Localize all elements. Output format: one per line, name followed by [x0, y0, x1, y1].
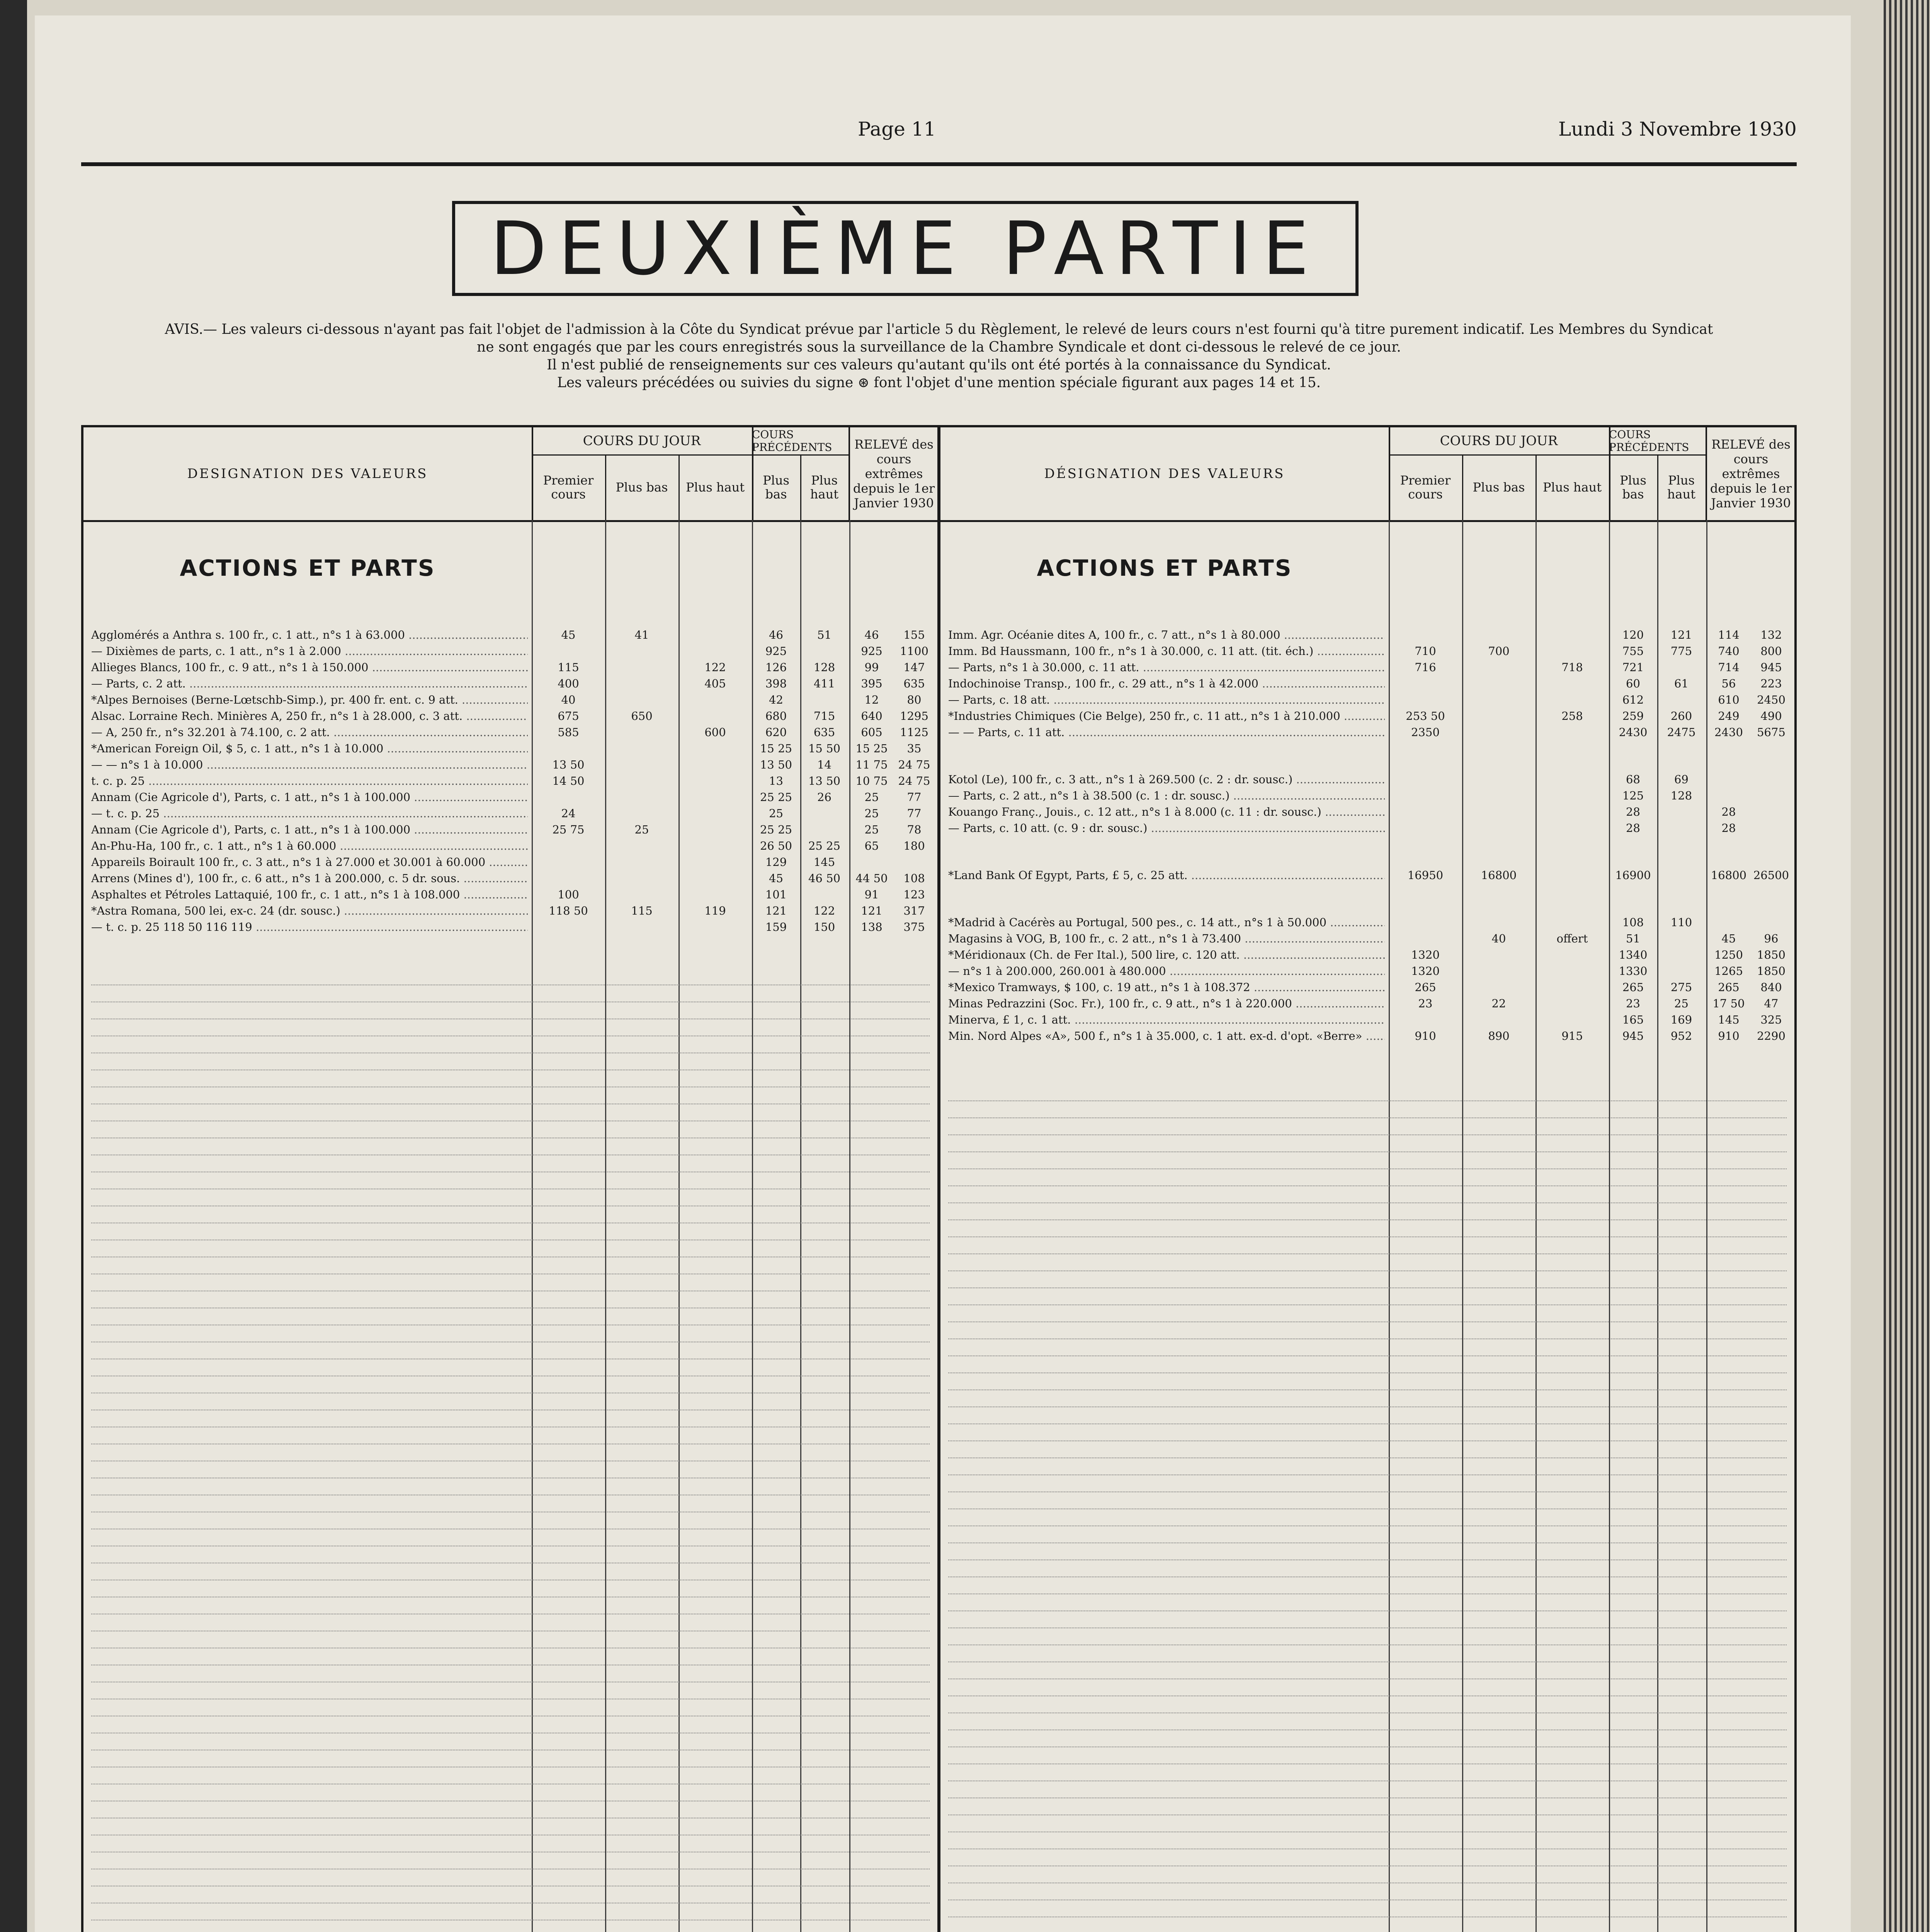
notice-line: Il n'est publié de renseignements sur ces valeurs qu'autant qu'ils ont été portés à la connaissance du Syndicat. — [547, 357, 1331, 373]
dotted-leader-row — [948, 1101, 1787, 1118]
dotted-leader-row — [91, 1070, 930, 1087]
dotted-leader-row — [948, 1203, 1787, 1220]
left-table-half — [83, 427, 937, 1932]
plus-haut-header-right: Plus haut — [1535, 454, 1610, 520]
table-row: — Parts, n°s 1 à 30.000, c. 11 att. ..... 716 718 721 714 945 — [940, 661, 1794, 677]
dotted-leader-row — [91, 1427, 930, 1444]
dotted-leader-row — [91, 1716, 930, 1733]
right-remaining-rows — [940, 1084, 1794, 1932]
table-row: Indochinoise Transp., 100 fr., c. 29 att., n°s 1 à 42.000 ..... 60 61 56 223 — [940, 677, 1794, 693]
dotted-leader-row — [948, 1781, 1787, 1798]
notice-paragraph — [93, 321, 1785, 392]
right-rows — [940, 628, 1794, 1046]
dotted-leader-row — [948, 1475, 1787, 1492]
dotted-leader-row — [91, 1852, 930, 1869]
title-box — [452, 201, 1359, 296]
dotted-leader-row — [948, 1220, 1787, 1237]
dotted-leader-row — [948, 1237, 1787, 1254]
dotted-leader-row — [948, 1373, 1787, 1390]
table-row: *Astra Romana, 500 lei, ex-c. 24 (dr. sousc.) ..... 118 50 115 119 121 122 121 317 — [83, 904, 937, 920]
dotted-leader-row — [91, 1291, 930, 1308]
dotted-leader-row — [91, 1325, 930, 1342]
plus-bas-header: Plus bas — [605, 454, 680, 520]
section-title-left: ACTIONS ET PARTS — [180, 555, 435, 581]
dotted-leader-row — [91, 1665, 930, 1682]
table-row: *American Foreign Oil, $ 5, c. 1 att., n°s 1 à 10.000 ..... 15 25 15 50 15 25 35 — [83, 742, 937, 758]
dotted-leader-row — [91, 1393, 930, 1410]
dotted-leader-row — [948, 1832, 1787, 1849]
dotted-leader-row — [948, 1713, 1787, 1730]
dotted-leader-row — [91, 1512, 930, 1529]
releve-header: RELEVÉ des cours extrêmes depuis le 1er Janvier 1930 — [853, 437, 935, 510]
table-row: — Parts, c. 2 att., n°s 1 à 38.500 (c. 1 : dr. sousc.) ..... 125 128 — [940, 789, 1794, 805]
dotted-leader-row — [948, 1339, 1787, 1356]
dotted-leader-row — [91, 1750, 930, 1767]
notice-line: ne sont engagés que par les cours enregistrés sous la surveillance de la Chambre Syndicale et dont ci-dessous le relevé de ce jour. — [477, 339, 1401, 355]
dotted-leader-row — [91, 1461, 930, 1478]
dotted-leader-row — [91, 1206, 930, 1223]
dotted-leader-row — [948, 1866, 1787, 1883]
dotted-leader-row — [948, 1662, 1787, 1679]
dotted-leader-row — [948, 1152, 1787, 1169]
dotted-leader-row — [948, 1594, 1787, 1611]
table-header-left — [83, 427, 937, 522]
table-header-right — [940, 427, 1794, 522]
table-row: Minas Pedrazzini (Soc. Fr.), 100 fr., c. 9 att., n°s 1 à 220.000 ..... 23 22 23 25 17 50 47 — [940, 997, 1794, 1013]
quotes-table — [81, 425, 1797, 1932]
table-row: Arrens (Mines d'), 100 fr., c. 6 att., n°s 1 à 200.000, c. 5 dr. sous. ..... 45 46 50 44 50 108 — [83, 872, 937, 888]
dotted-leader-row — [91, 1920, 930, 1932]
issue-date: Lundi 3 Novembre 1930 — [1558, 118, 1797, 140]
table-row: *Industries Chimiques (Cie Belge), 250 fr., c. 11 att., n°s 1 à 210.000 ..... 253 50 258 259 260 249 490 — [940, 709, 1794, 726]
table-row: Magasins à VOG, B, 100 fr., c. 2 att., n°s 1 à 73.400 ..... 40 offert 51 45 96 — [940, 932, 1794, 948]
designation-header-right: DÉSIGNATION DES VALEURS — [940, 427, 1390, 520]
cours-precedents-header: COURS PRÉCÉDENTS — [752, 427, 850, 456]
table-row: — — Parts, c. 11 att. ..... 2350 2430 2475 2430 5675 — [940, 726, 1794, 742]
dotted-leader-row — [91, 1138, 930, 1155]
dotted-leader-row — [91, 1597, 930, 1614]
dotted-leader-row — [948, 1288, 1787, 1305]
dotted-leader-row — [91, 1087, 930, 1104]
table-row: Asphaltes et Pétroles Lattaquié, 100 fr., c. 1 att., n°s 1 à 108.000 ..... 100 101 91 123 — [83, 888, 937, 904]
dotted-leader-row — [91, 1172, 930, 1189]
prec-plus-bas-header: Plus bas — [752, 454, 801, 520]
dotted-leader-row — [91, 1002, 930, 1019]
prec-plus-bas-header-right: Plus bas — [1609, 454, 1658, 520]
dotted-leader-row — [91, 1631, 930, 1648]
designation-header: DESIGNATION DES VALEURS — [83, 427, 533, 520]
dotted-leader-row — [948, 1492, 1787, 1509]
dotted-leader-row — [948, 1611, 1787, 1628]
dotted-leader-row — [91, 1835, 930, 1852]
dotted-leader-row — [91, 985, 930, 1002]
dotted-leader-row — [91, 1733, 930, 1750]
center-divider — [937, 427, 940, 1932]
table-row: *Méridionaux (Ch. de Fer Ital.), 500 lire, c. 120 att. ..... 1320 1340 1250 1850 — [940, 948, 1794, 964]
dotted-leader-row — [948, 1849, 1787, 1866]
top-rule — [81, 162, 1797, 166]
dotted-leader-row — [948, 1815, 1787, 1832]
dotted-leader-row — [948, 1186, 1787, 1203]
book-binding-right — [1884, 0, 1930, 1932]
table-row: Agglomérés a Anthra s. 100 fr., c. 1 att., n°s 1 à 63.000 ..... 45 41 46 51 46 155 — [83, 628, 937, 645]
dotted-leader-row — [91, 1495, 930, 1512]
cours-du-jour-header-right: COURS DU JOUR — [1389, 427, 1610, 456]
dotted-leader-row — [948, 1407, 1787, 1424]
table-row: Kotol (Le), 100 fr., c. 3 att., n°s 1 à 269.500 (c. 2 : dr. sousc.) ..... 68 69 — [940, 773, 1794, 789]
dotted-leader-row — [948, 1135, 1787, 1152]
dotted-leader-row — [91, 1189, 930, 1206]
dotted-leader-row — [91, 1121, 930, 1138]
right-table-half — [940, 427, 1794, 1932]
table-row: Allieges Blancs, 100 fr., c. 9 att., n°s 1 à 150.000 ..... 115 122 126 128 99 147 — [83, 661, 937, 677]
table-row: — — n°s 1 à 10.000 ..... 13 50 13 50 14 11 75 24 75 — [83, 758, 937, 774]
running-head — [81, 118, 1797, 145]
table-row: *Alpes Bernoises (Berne-Lœtschb-Simp.), pr. 400 fr. ent. c. 9 att. ..... 40 42 12 80 — [83, 693, 937, 709]
dotted-leader-row — [948, 1900, 1787, 1917]
table-row: Alsac. Lorraine Rech. Minières A, 250 fr., n°s 1 à 28.000, c. 3 att. ..... 675 650 680 715 640 1295 — [83, 709, 937, 726]
dotted-leader-row — [91, 1648, 930, 1665]
table-row: — t. c. p. 25 ..... 24 25 25 77 — [83, 807, 937, 823]
dotted-leader-row — [948, 1305, 1787, 1322]
dotted-leader-row — [91, 1240, 930, 1257]
dotted-leader-row — [91, 968, 930, 985]
dotted-leader-row — [91, 1767, 930, 1784]
dotted-leader-row — [91, 1478, 930, 1495]
page-title: DEUXIÈME PARTIE — [490, 206, 1321, 291]
table-row: t. c. p. 25 ..... 14 50 13 13 50 10 75 24 75 — [83, 774, 937, 791]
dotted-leader-row — [91, 1308, 930, 1325]
dotted-leader-row — [91, 1529, 930, 1546]
notice-line: AVIS.— Les valeurs ci-dessous n'ayant pas fait l'objet de l'admission à la Côte du Syndicat prévue par l'article 5 du Règlement, le relevé de leurs cours n'est fourni qu'à titre purement indicatif. Les Membres du Syndicat — [165, 321, 1713, 337]
dotted-leader-row — [91, 1801, 930, 1818]
notice-line: Les valeurs précédées ou suivies du signe ⊛ font l'objet d'une mention spéciale figurant aux pages 14 et 15. — [557, 375, 1321, 391]
premier-cours-header-right: Premier cours — [1389, 454, 1463, 520]
dotted-leader-row — [948, 1526, 1787, 1543]
releve-header-right: RELEVÉ des cours extrêmes depuis le 1er Janvier 1930 — [1710, 437, 1792, 510]
dotted-leader-row — [91, 1104, 930, 1121]
table-row: *Land Bank Of Egypt, Parts, £ 5, c. 25 att. ..... 16950 16800 16900 16800 26500 — [940, 869, 1794, 885]
page-number: Page 11 — [858, 118, 936, 140]
table-row: — Parts, c. 10 att. (c. 9 : dr. sousc.) ..... 28 28 — [940, 821, 1794, 838]
dotted-leader-row — [91, 1563, 930, 1580]
dotted-leader-row — [948, 1628, 1787, 1645]
left-rows — [83, 628, 937, 937]
table-row: — n°s 1 à 200.000, 260.001 à 480.000 ..... 1320 1330 1265 1850 — [940, 964, 1794, 981]
dotted-leader-row — [91, 1359, 930, 1376]
dotted-leader-row — [948, 1271, 1787, 1288]
table-row: Annam (Cie Agricole d'), Parts, c. 1 att., n°s 1 à 100.000 ..... 25 75 25 25 25 25 78 — [83, 823, 937, 839]
dotted-leader-row — [91, 1036, 930, 1053]
dotted-leader-row — [948, 1577, 1787, 1594]
cours-precedents-header-right: COURS PRÉCÉDENTS — [1609, 427, 1707, 456]
table-row: *Madrid à Cacérès au Portugal, 500 pes., c. 14 att., n°s 1 à 50.000 ..... 108 110 — [940, 916, 1794, 932]
table-row: Appareils Boirault 100 fr., c. 3 att., n°s 1 à 27.000 et 30.001 à 60.000 ..... 129 145 — [83, 855, 937, 872]
book-binding-left — [0, 0, 27, 1932]
table-row: — A, 250 fr., n°s 32.201 à 74.100, c. 2 att. ..... 585 600 620 635 605 1125 — [83, 726, 937, 742]
table-row: — Parts, c. 18 att. ..... 612 610 2450 — [940, 693, 1794, 709]
dotted-leader-row — [948, 1730, 1787, 1747]
dotted-leader-row — [948, 1390, 1787, 1407]
dotted-leader-row — [948, 1917, 1787, 1932]
dotted-leader-row — [91, 1886, 930, 1903]
table-row: Min. Nord Alpes «A», 500 f., n°s 1 à 35.000, c. 1 att. ex-d. d'opt. «Berre» ..... 910 890 915 945 952 910 2290 — [940, 1029, 1794, 1046]
table-row: An-Phu-Ha, 100 fr., c. 1 att., n°s 1 à 60.000 ..... 26 50 25 25 65 180 — [83, 839, 937, 855]
dotted-leader-row — [948, 1543, 1787, 1560]
dotted-leader-row — [948, 1560, 1787, 1577]
dotted-leader-row — [91, 1784, 930, 1801]
dotted-leader-row — [948, 1441, 1787, 1458]
dotted-leader-row — [91, 1682, 930, 1699]
dotted-leader-row — [91, 1818, 930, 1835]
table-row: Kouango Franç., Jouis., c. 12 att., n°s 1 à 8.000 (c. 11 : dr. sousc.) ..... 28 28 — [940, 805, 1794, 821]
dotted-leader-row — [91, 1155, 930, 1172]
dotted-leader-row — [91, 1546, 930, 1563]
dotted-leader-row — [948, 1084, 1787, 1101]
dotted-leader-row — [948, 1169, 1787, 1186]
table-row: — t. c. p. 25 118 50 116 119 ..... 159 150 138 375 — [83, 920, 937, 937]
dotted-leader-row — [91, 1019, 930, 1036]
table-row: Imm. Bd Haussmann, 100 fr., n°s 1 à 30.000, c. 11 att. (tit. éch.) ..... 710 700 755 775 740 800 — [940, 645, 1794, 661]
dotted-leader-row — [948, 1509, 1787, 1526]
dotted-leader-row — [91, 1376, 930, 1393]
dotted-leader-row — [948, 1356, 1787, 1373]
dotted-leader-row — [948, 1883, 1787, 1900]
dotted-leader-row — [948, 1798, 1787, 1815]
table-row: Annam (Cie Agricole d'), Parts, c. 1 att., n°s 1 à 100.000 ..... 25 25 26 25 77 — [83, 791, 937, 807]
premier-cours-header: Premier cours — [532, 454, 606, 520]
dotted-leader-row — [948, 1118, 1787, 1135]
dotted-leader-row — [91, 1444, 930, 1461]
left-remaining-rows — [83, 968, 937, 1932]
table-row: Minerva, £ 1, c. 1 att. ..... 165 169 145 325 — [940, 1013, 1794, 1029]
table-row: Imm. Agr. Océanie dites A, 100 fr., c. 7 att., n°s 1 à 80.000 ..... 120 121 114 132 — [940, 628, 1794, 645]
plus-haut-header: Plus haut — [678, 454, 753, 520]
dotted-leader-row — [948, 1645, 1787, 1662]
dotted-leader-row — [948, 1747, 1787, 1764]
table-row: *Mexico Tramways, $ 100, c. 19 att., n°s 1 à 108.372 ..... 265 265 275 265 840 — [940, 981, 1794, 997]
dotted-leader-row — [91, 1699, 930, 1716]
dotted-leader-row — [91, 1614, 930, 1631]
dotted-leader-row — [91, 1903, 930, 1920]
dotted-leader-row — [948, 1322, 1787, 1339]
dotted-leader-row — [91, 1342, 930, 1359]
dotted-leader-row — [948, 1764, 1787, 1781]
dotted-leader-row — [91, 1257, 930, 1274]
dotted-leader-row — [948, 1254, 1787, 1271]
newspaper-page — [35, 15, 1851, 1932]
prec-plus-haut-header-right: Plus haut — [1657, 454, 1707, 520]
table-row: — Parts, c. 2 att. ..... 400 405 398 411 395 635 — [83, 677, 937, 693]
section-title-right: ACTIONS ET PARTS — [1037, 555, 1292, 581]
dotted-leader-row — [91, 1580, 930, 1597]
cours-du-jour-header: COURS DU JOUR — [532, 427, 753, 456]
plus-bas-header-right: Plus bas — [1462, 454, 1537, 520]
dotted-leader-row — [948, 1679, 1787, 1696]
dotted-leader-row — [948, 1424, 1787, 1441]
dotted-leader-row — [91, 1053, 930, 1070]
prec-plus-haut-header: Plus haut — [800, 454, 850, 520]
dotted-leader-row — [948, 1696, 1787, 1713]
dotted-leader-row — [91, 1410, 930, 1427]
dotted-leader-row — [91, 1869, 930, 1886]
dotted-leader-row — [948, 1458, 1787, 1475]
dotted-leader-row — [91, 1223, 930, 1240]
dotted-leader-row — [91, 1274, 930, 1291]
table-row: — Dixièmes de parts, c. 1 att., n°s 1 à 2.000 ..... 925 925 1100 — [83, 645, 937, 661]
